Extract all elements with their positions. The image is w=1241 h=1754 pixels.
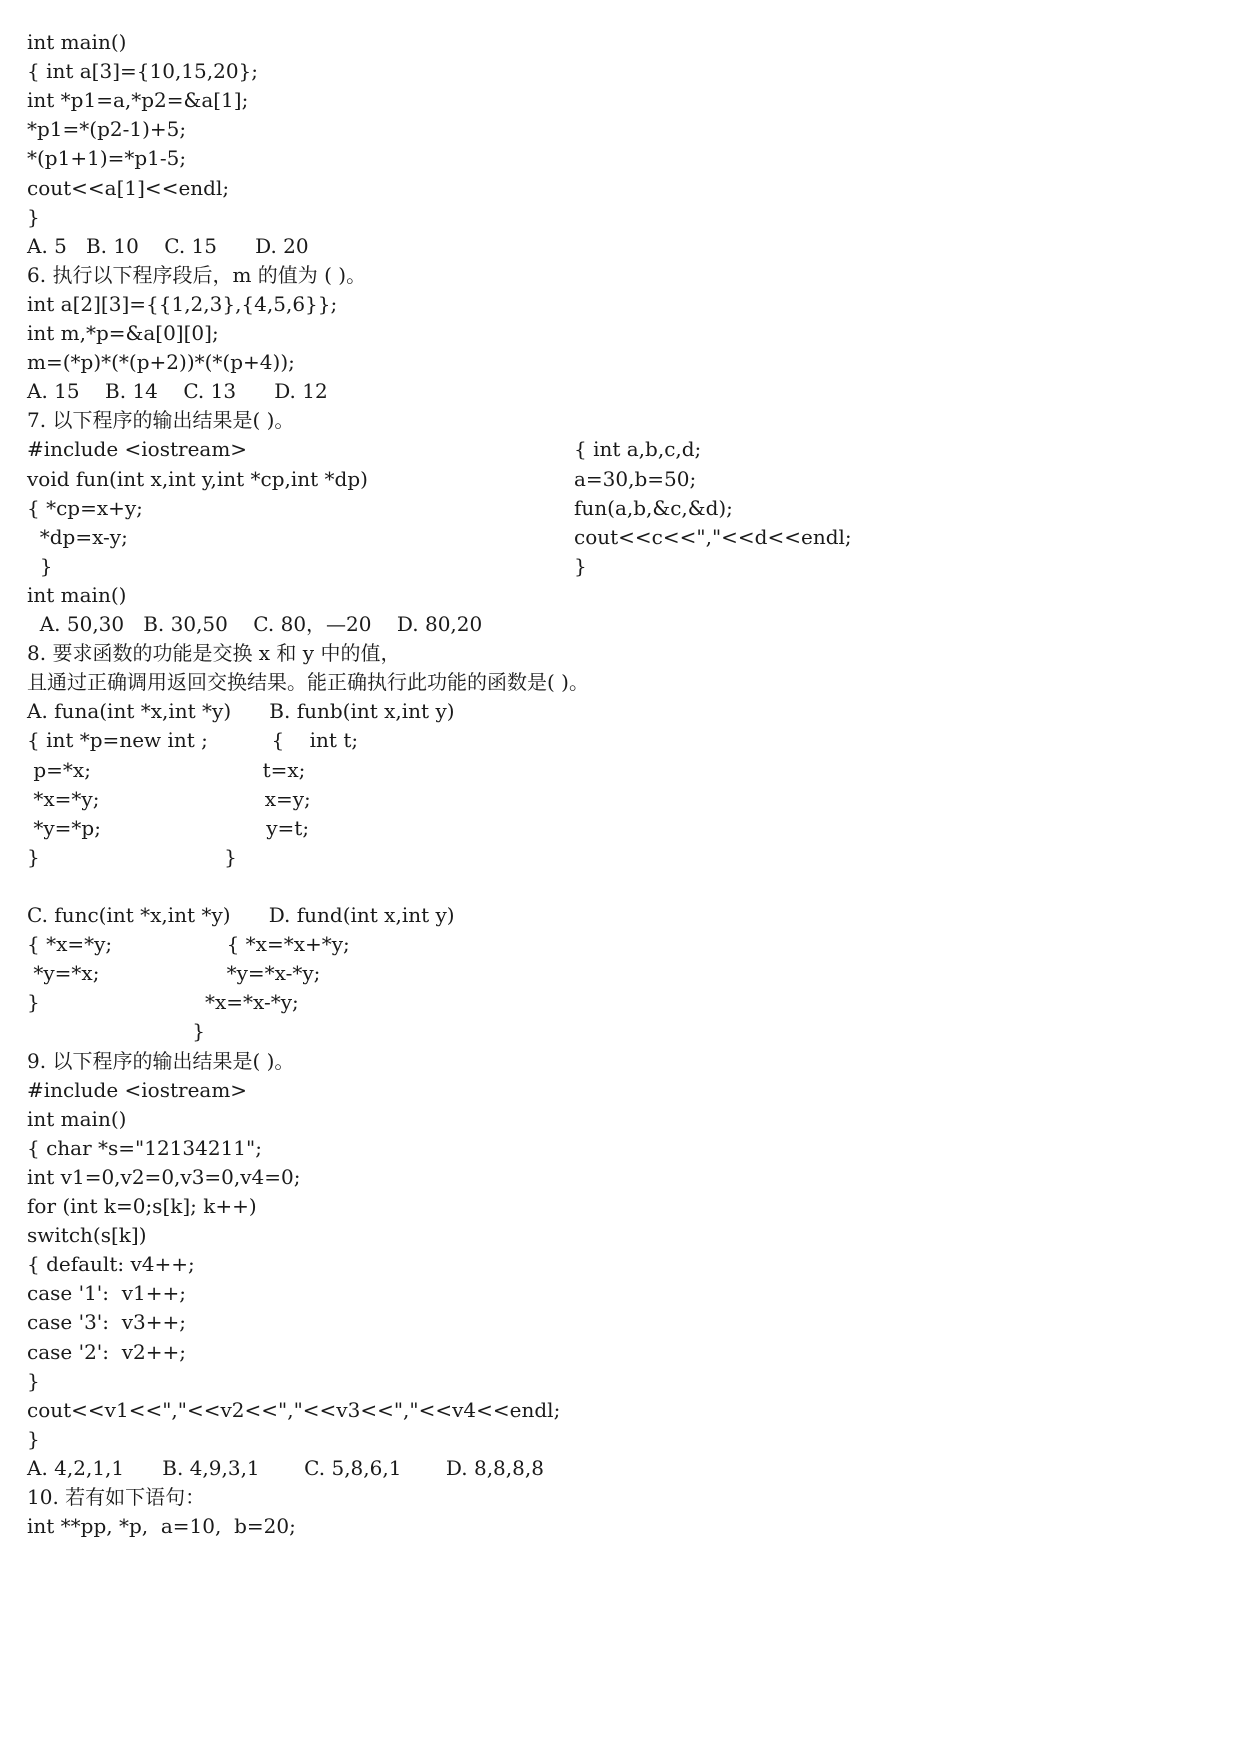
text-line: int a[2][3]={{1,2,3},{4,5,6}}; xyxy=(27,291,338,316)
text-line: } } xyxy=(27,844,237,869)
text-line: { int *p=new int ; { int t; xyxy=(27,728,359,753)
text-line: } xyxy=(27,1019,206,1044)
text-line: #include <iostream> xyxy=(27,1077,248,1102)
text-line: int main() xyxy=(27,1106,127,1131)
text-line: } xyxy=(27,1426,40,1451)
text-line: void fun(int x,int y,int *cp,int *dp) xyxy=(27,466,368,491)
text-line: A. 5 B. 10 C. 15 D. 20 xyxy=(27,233,309,258)
text-line: for (int k=0;s[k]; k++) xyxy=(27,1194,257,1218)
text-line: *y=*p; y=t; xyxy=(27,815,310,840)
text-line: int *p1=a,*p2=&a[1]; xyxy=(27,88,249,113)
text-line: A. 50,30 B. 30,50 C. 80，—20 D. 80,20 xyxy=(27,612,483,636)
text-line: 7. 以下程序的输出结果是( )。 xyxy=(27,408,295,433)
text-line: A. 4,2,1,1 B. 4,9,3,1 C. 5,8,6,1 D. 8,8,8,8 xyxy=(27,1455,544,1480)
text-line: int m,*p=&a[0][0]; xyxy=(27,321,219,345)
text-line: } xyxy=(574,553,587,578)
text-line: { char *s="12134211"; xyxy=(27,1135,262,1160)
text-line: } *x=*x-*y; xyxy=(27,990,299,1015)
text-line: 10. 若有如下语句： xyxy=(27,1485,206,1509)
text-line: { default: v4++; xyxy=(27,1252,195,1277)
text-line: 9. 以下程序的输出结果是( )。 xyxy=(27,1048,295,1073)
text-line: case '1': v1++; xyxy=(27,1281,187,1306)
text-line: #include <iostream> xyxy=(27,437,248,462)
text-line: 6. 执行以下程序段后，m 的值为 ( )。 xyxy=(27,262,367,287)
text-line: *dp=x-y; xyxy=(27,524,128,549)
text-line: cout<<c<<","<<d<<endl; xyxy=(574,524,852,549)
text-line: *p1=*(p2-1)+5; xyxy=(27,117,187,142)
text-line: case '2': v2++; xyxy=(27,1339,187,1364)
text-line: A. 15 B. 14 C. 13 D. 12 xyxy=(27,379,328,404)
text-line: switch(s[k]) xyxy=(27,1223,147,1248)
text-line: cout<<a[1]<<endl; xyxy=(27,175,230,200)
text-line: fun(a,b,&c,&d); xyxy=(574,495,733,520)
text-line: m=(*p)*(*(p+2))*(*(p+4)); xyxy=(27,350,295,375)
text-line: cout<<v1<<","<<v2<<","<<v3<<","<<v4<<endl; xyxy=(27,1397,561,1422)
text-line: { *x=*y; { *x=*x+*y; xyxy=(27,932,350,957)
text-line: case '3': v3++; xyxy=(27,1310,187,1335)
text-line: { int a,b,c,d; xyxy=(574,437,702,462)
text-line: int **pp, *p, a=10, b=20; xyxy=(27,1514,296,1539)
text-line: { int a[3]={10,15,20}; xyxy=(27,59,259,84)
text-line: 8. 要求函数的功能是交换 x 和 y 中的值， xyxy=(27,641,401,666)
text-line: 且通过正确调用返回交换结果。能正确执行此功能的函数是( )。 xyxy=(27,670,589,695)
text-line: int main() xyxy=(27,582,127,607)
text-line: *(p1+1)=*p1-5; xyxy=(27,146,187,171)
text-line: int main() xyxy=(27,30,127,54)
text-line: a=30,b=50; xyxy=(574,466,697,491)
text-line: { *cp=x+y; xyxy=(27,495,143,520)
text-line: C. func(int *x,int *y) D. fund(int x,int y) xyxy=(27,903,455,927)
text-line: int v1=0,v2=0,v3=0,v4=0; xyxy=(27,1164,301,1189)
text-line: } xyxy=(27,553,53,578)
text-line: } xyxy=(27,204,40,229)
text-line: p=*x; t=x; xyxy=(27,757,306,782)
text-line: A. funa(int *x,int *y) B. funb(int x,int y) xyxy=(27,699,455,724)
text-line: } xyxy=(27,1368,40,1393)
text-line: *y=*x; *y=*x-*y; xyxy=(27,961,321,986)
text-line: *x=*y; x=y; xyxy=(27,786,311,811)
